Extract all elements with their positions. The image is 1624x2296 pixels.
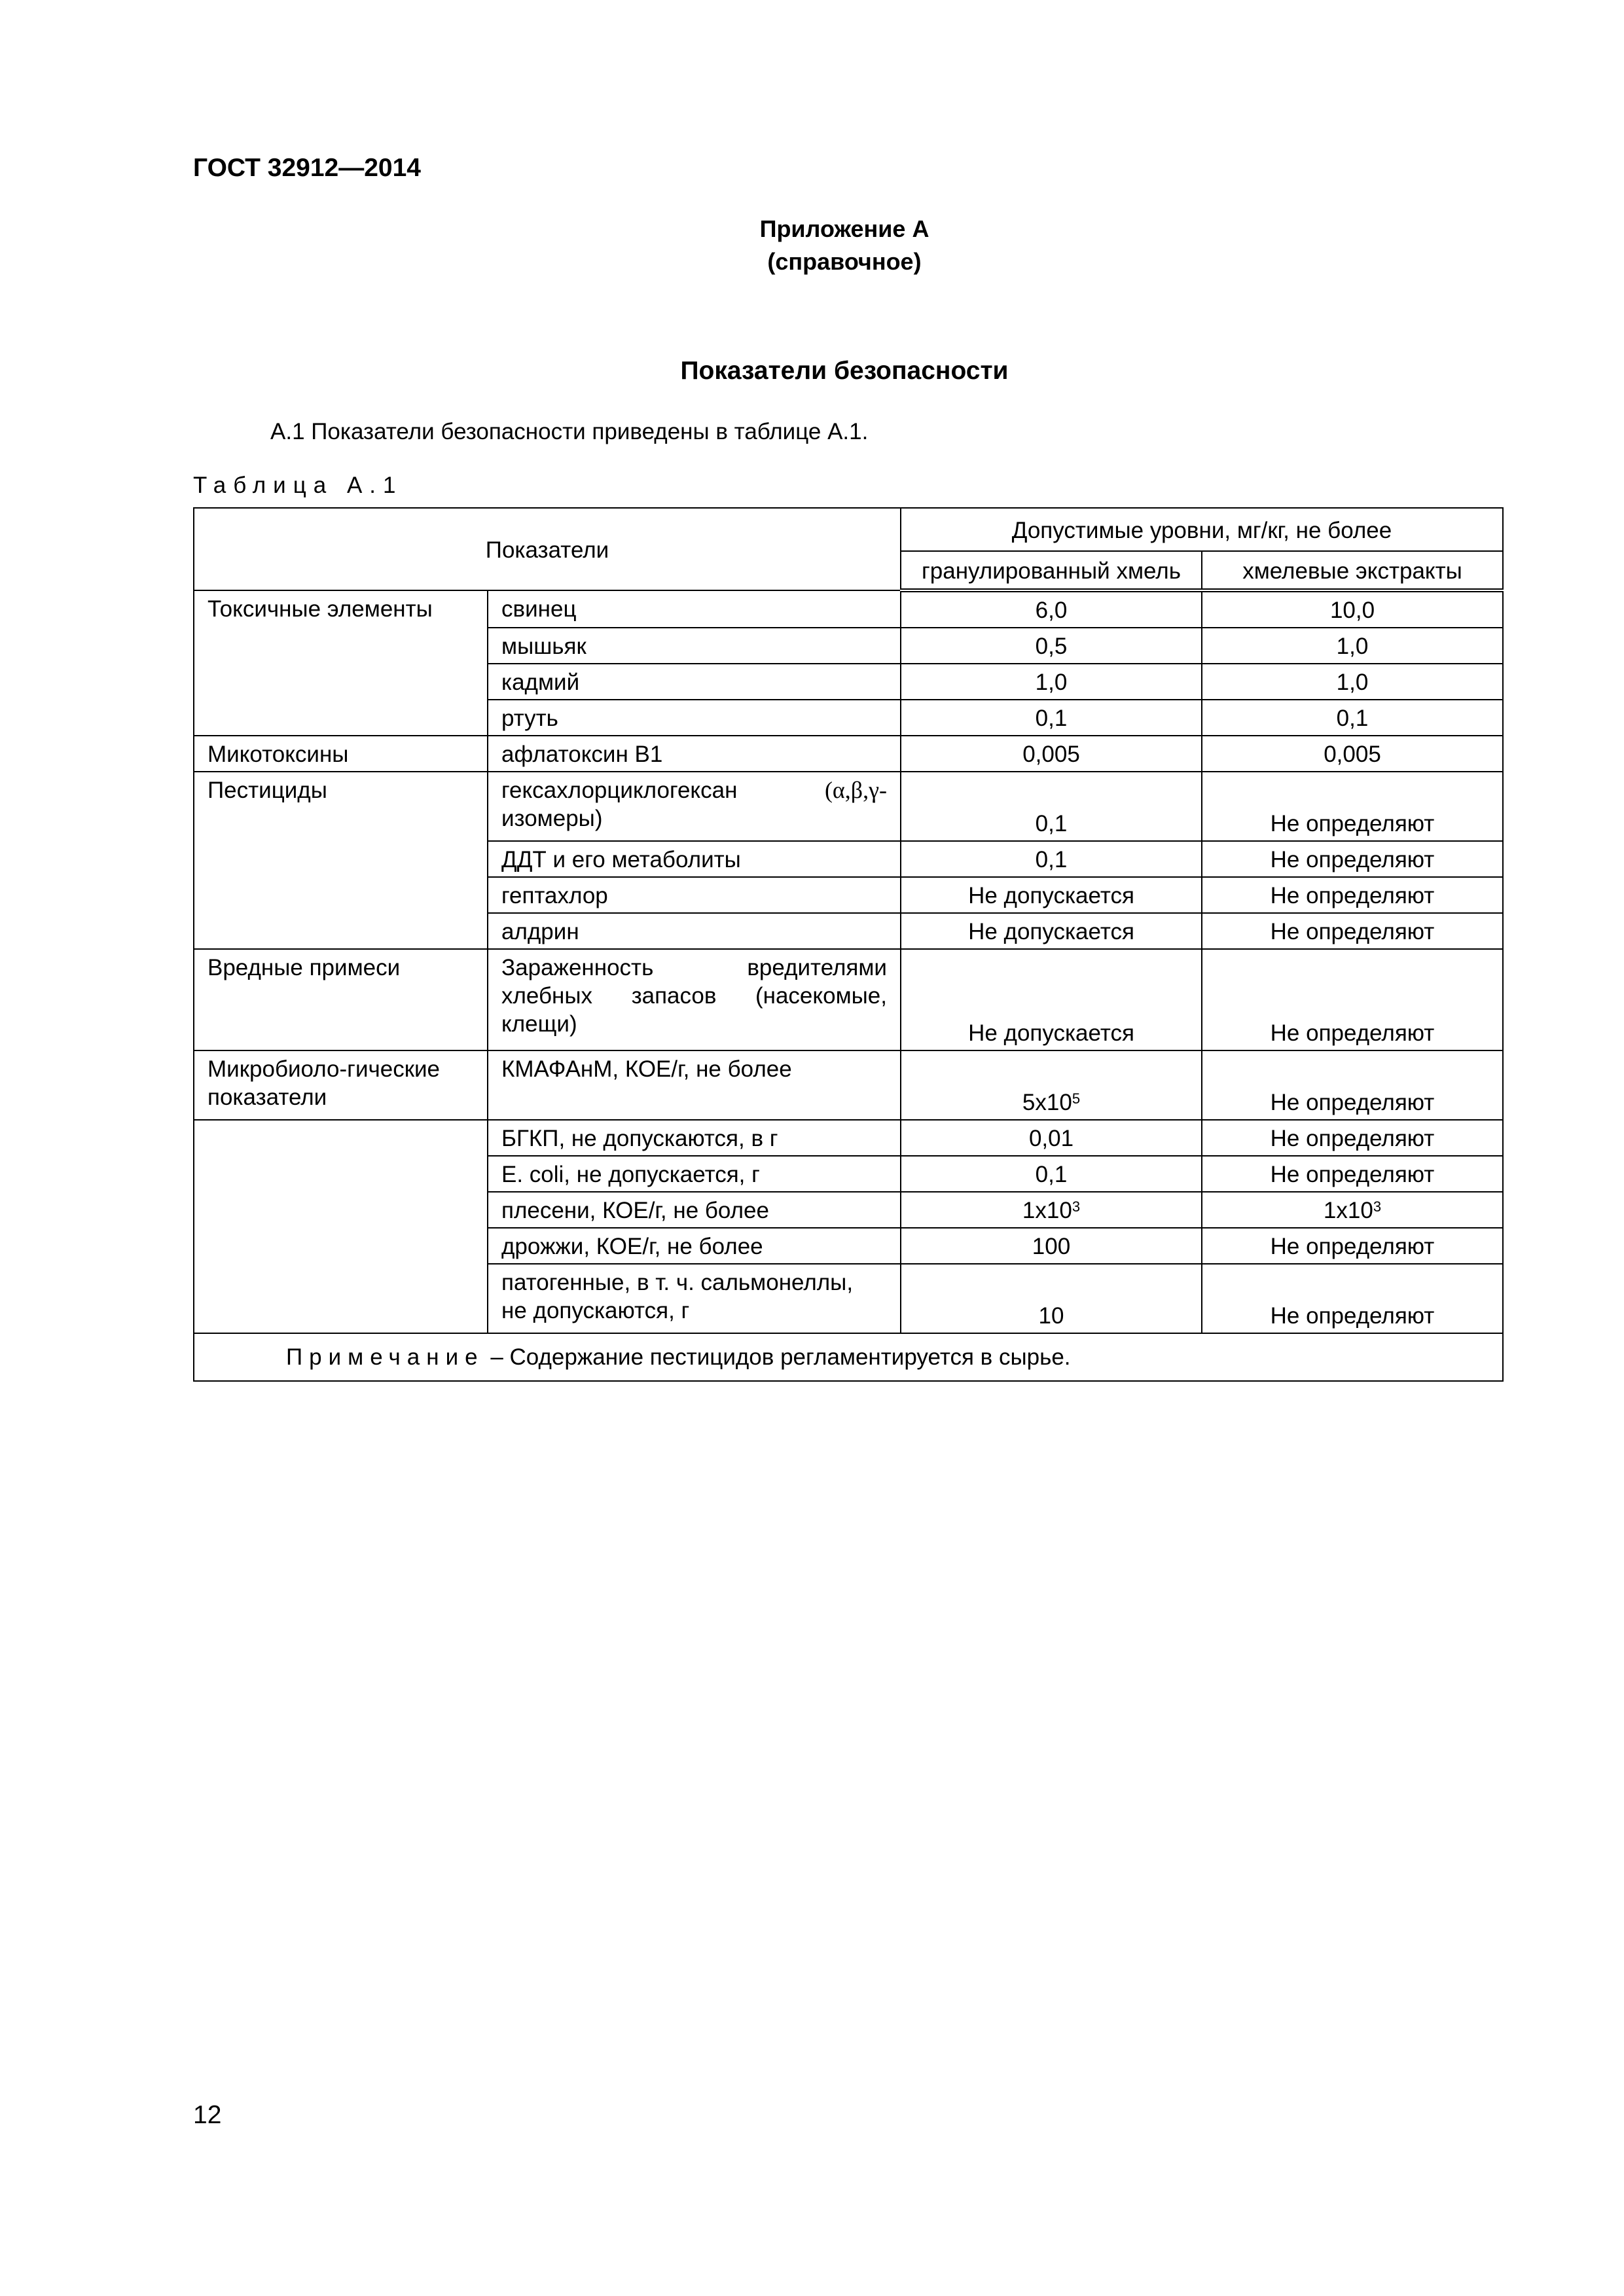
- table-header-row: [194, 508, 1503, 551]
- indicator-name-part: клещи): [501, 1011, 577, 1037]
- indicator-name: ДДТ и его метаболиты: [488, 841, 901, 877]
- table-note-row: [194, 1333, 1503, 1381]
- value-hops: Не допускается: [901, 913, 1202, 949]
- indicator-name-greek: (α,β,γ-: [824, 777, 887, 803]
- header-indicators: Показатели: [194, 508, 901, 590]
- indicator-name: свинец: [488, 590, 901, 628]
- value-extracts: Не определяют: [1202, 949, 1503, 1050]
- group-harmful-impurities: Вредные примеси: [194, 949, 488, 1050]
- note-text: – Содержание пестицидов регламентируется в сырье.: [490, 1344, 1071, 1370]
- value-extracts: Не определяют: [1202, 841, 1503, 877]
- group-toxic-elements: Токсичные элементы: [194, 590, 488, 736]
- indicator-name: E. coli, не допускается, г: [488, 1156, 901, 1192]
- table-row: [194, 1120, 1503, 1156]
- value-hops: 10: [901, 1264, 1202, 1333]
- indicator-name: [488, 949, 901, 1050]
- value-extracts: 1,0: [1202, 664, 1503, 700]
- indicator-name: КМАФАнМ, КОЕ/г, не более: [488, 1050, 901, 1120]
- indicator-name-part: вредителями: [747, 955, 887, 980]
- value-extracts: Не определяют: [1202, 877, 1503, 913]
- value-hops: 0,1: [901, 772, 1202, 841]
- value-exponent: 5: [1072, 1090, 1081, 1107]
- indicator-name: гептахлор: [488, 877, 901, 913]
- value-extracts: 1,0: [1202, 628, 1503, 664]
- table-row: [194, 590, 1503, 628]
- value-extracts: 10,0: [1202, 590, 1503, 628]
- value-extracts: Не определяют: [1202, 913, 1503, 949]
- annex-subtitle: (справочное): [767, 248, 922, 275]
- table-note: [194, 1333, 1503, 1381]
- value-exponent: 3: [1373, 1198, 1382, 1215]
- value-hops: 0,5: [901, 628, 1202, 664]
- indicator-name: дрожжи, КОЕ/г, не более: [488, 1228, 901, 1264]
- value-extracts: Не определяют: [1202, 1050, 1503, 1120]
- value-hops: 0,1: [901, 841, 1202, 877]
- indicator-name-part: патогенные, в т. ч. сальмонеллы,: [501, 1270, 854, 1295]
- value-extracts: Не определяют: [1202, 1120, 1503, 1156]
- indicator-name-part: изомеры): [501, 806, 603, 831]
- indicator-name: алдрин: [488, 913, 901, 949]
- indicator-name-part: не допускаются, г: [501, 1298, 690, 1323]
- indicator-name-part: запасов: [631, 983, 717, 1009]
- value-extracts: 0,005: [1202, 736, 1503, 772]
- value-hops: Не допускается: [901, 949, 1202, 1050]
- value-extracts: Не определяют: [1202, 1228, 1503, 1264]
- indicator-name: [488, 1264, 901, 1333]
- value-extracts: Не определяют: [1202, 1264, 1503, 1333]
- indicator-name: плесени, КОЕ/г, не более: [488, 1192, 901, 1228]
- indicator-name: БГКП, не допускаются, в г: [488, 1120, 901, 1156]
- indicator-name: афлатоксин В1: [488, 736, 901, 772]
- annex-heading: [0, 213, 1624, 278]
- value-exponent: 3: [1072, 1198, 1081, 1215]
- indicator-name-part: хлебных: [501, 983, 593, 1009]
- indicator-name-part: Зараженность: [501, 955, 654, 980]
- note-label: Примечание: [286, 1344, 484, 1370]
- group-pesticides: Пестициды: [194, 772, 488, 949]
- annex-title: Приложение А: [759, 215, 929, 242]
- table-row: [194, 772, 1503, 841]
- value-hops: 0,1: [901, 1156, 1202, 1192]
- value-hops: 100: [901, 1228, 1202, 1264]
- value-hops: [901, 1192, 1202, 1228]
- intro-paragraph: А.1 Показатели безопасности приведены в таблице А.1.: [270, 419, 869, 444]
- value-hops: 0,1: [901, 700, 1202, 736]
- value-hops: 0,01: [901, 1120, 1202, 1156]
- document-code: ГОСТ 32912—2014: [193, 154, 421, 182]
- section-title: Показатели безопасности: [680, 357, 1009, 385]
- indicator-name: кадмий: [488, 664, 901, 700]
- value-hops: 6,0: [901, 590, 1202, 628]
- page-number: 12: [193, 2101, 222, 2129]
- indicator-name: [488, 772, 901, 841]
- indicator-name-part: гексахлорциклогексан: [501, 778, 738, 803]
- value-hops: 1,0: [901, 664, 1202, 700]
- value-hops: [901, 1050, 1202, 1120]
- table-row: [194, 736, 1503, 772]
- value-extracts: Не определяют: [1202, 772, 1503, 841]
- safety-indicators-table: [193, 507, 1504, 1382]
- table-row: [194, 949, 1503, 1050]
- table-caption: Таблица А.1: [193, 473, 403, 498]
- group-microbiological: Микробиоло-гические показатели: [194, 1050, 488, 1120]
- indicator-name-part: (насекомые,: [755, 983, 887, 1009]
- group-empty-cell: [194, 1120, 488, 1333]
- value-extracts: [1202, 1192, 1503, 1228]
- indicator-name: ртуть: [488, 700, 901, 736]
- value-hops: Не допускается: [901, 877, 1202, 913]
- value-extracts: Не определяют: [1202, 1156, 1503, 1192]
- header-levels: Допустимые уровни, мг/кг, не более: [901, 508, 1503, 551]
- group-mycotoxins: Микотоксины: [194, 736, 488, 772]
- header-granulated-hops: гранулированный хмель: [901, 551, 1202, 590]
- value-base: 1х10: [1022, 1198, 1072, 1223]
- header-hop-extracts: хмелевые экстракты: [1202, 551, 1503, 590]
- value-extracts: 0,1: [1202, 700, 1503, 736]
- value-base: 5х10: [1022, 1090, 1072, 1115]
- value-hops: 0,005: [901, 736, 1202, 772]
- table-row: [194, 1050, 1503, 1120]
- indicator-name: мышьяк: [488, 628, 901, 664]
- value-base: 1х10: [1323, 1198, 1373, 1223]
